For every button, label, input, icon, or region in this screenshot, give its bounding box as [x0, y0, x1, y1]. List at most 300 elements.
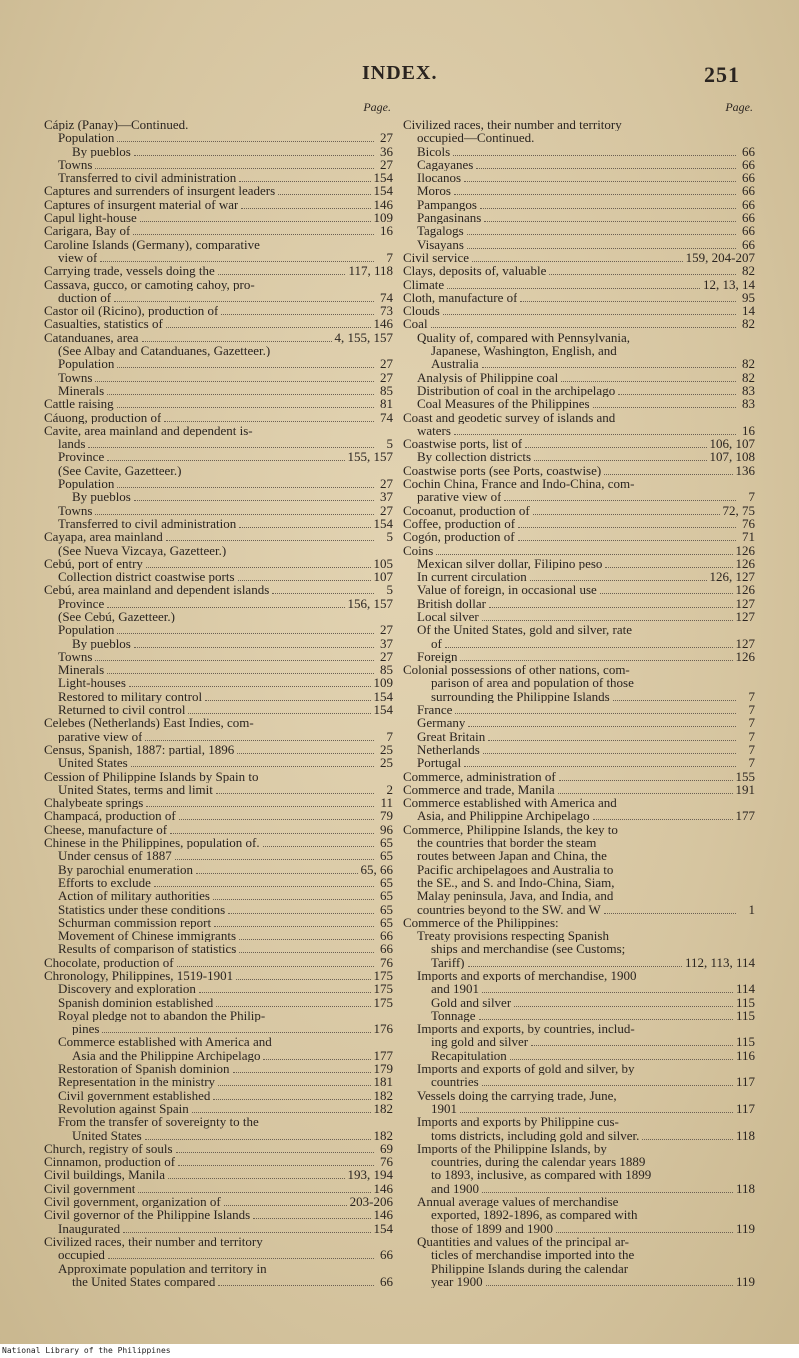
entry-page-ref: 27 [380, 623, 393, 637]
entry-text: Cloth, manufacture of [403, 290, 518, 305]
entry-page-ref: 7 [386, 729, 393, 743]
entry-page-ref: 117 [735, 1101, 755, 1116]
index-entry [403, 264, 755, 277]
leader-dots [454, 434, 736, 435]
leader-dots [482, 992, 733, 993]
entry-page-ref: 66 [742, 224, 755, 238]
entry-text: the SE., and S. and Indo-China, Siam, [417, 875, 615, 890]
entry-text: Commerce established with America and [58, 1035, 272, 1049]
leader-dots [455, 713, 736, 714]
entry-page-ref: 12, 13, 14 [703, 277, 755, 291]
entry-text: parative view of [58, 729, 143, 743]
entry-text: Catanduanes, area [44, 330, 139, 345]
index-entry [44, 823, 393, 836]
entry-text: Approximate population and territory in [58, 1261, 267, 1275]
index-entry [44, 1235, 393, 1248]
leader-dots [447, 288, 700, 289]
index-entry [44, 224, 393, 237]
leader-dots [518, 540, 736, 541]
entry-text: year 1900 [431, 1274, 483, 1289]
entry-page-ref: 146 [373, 197, 393, 212]
entry-page-ref: 7 [748, 689, 755, 704]
index-entry [44, 1089, 393, 1102]
entry-text: ticles of merchandise imported into the [431, 1248, 635, 1262]
entry-text: Pacific archipelagoes and Australia to [417, 862, 614, 876]
leader-dots [618, 394, 736, 395]
entry-page-ref: 179 [373, 1062, 393, 1076]
entry-text: Chronology, Philippines, 1519-1901 [44, 969, 234, 983]
entry-text: Cebú, area mainland and dependent islands [44, 583, 270, 597]
entry-page-ref: 66 [380, 1274, 393, 1289]
entry-text: Cession of Philippine Islands by Spain to [44, 769, 259, 783]
index-entry [44, 490, 393, 503]
index-entry [403, 597, 755, 610]
leader-dots [145, 1139, 371, 1140]
left-page-label: Page. [363, 100, 391, 114]
entry-page-ref: 65 [380, 836, 393, 850]
leader-dots [239, 952, 374, 953]
entry-page-ref: 5 [386, 530, 393, 544]
entry-text: Commerce of the Philippines: [403, 915, 559, 930]
entry-text: (See Nueva Vizcaya, Gazetteer.) [58, 543, 227, 557]
leader-dots [233, 1072, 371, 1073]
entry-text: Civil governor of the Philippine Islands [44, 1208, 251, 1222]
entry-page-ref: 126, 127 [709, 570, 755, 584]
leader-dots [443, 314, 736, 315]
leader-dots [192, 1112, 371, 1113]
index-entry [403, 1208, 755, 1221]
entry-page-ref: 83 [742, 397, 755, 411]
index-entry [403, 544, 755, 557]
entry-text: Light-houses [58, 676, 126, 690]
entry-text: Tariff) [431, 955, 465, 969]
index-entry [403, 1155, 755, 1168]
entry-text: Treaty provisions respecting Spanish [417, 929, 609, 943]
entry-text: routes between Japan and China, the [417, 849, 607, 863]
index-entry [44, 650, 393, 663]
leader-dots [454, 194, 736, 195]
entry-text: Coast and geodetic survey of islands and [403, 410, 616, 424]
entry-page-ref: 154 [373, 1221, 393, 1235]
entry-text: Transferred to civil administration [58, 171, 237, 185]
index-entry [403, 517, 755, 530]
entry-page-ref: 66 [380, 1248, 393, 1262]
page-title: INDEX. [362, 62, 438, 84]
index-entry [44, 929, 393, 942]
entry-page-ref: 193, 194 [347, 1168, 393, 1182]
index-entry [403, 610, 755, 623]
index-entry [44, 530, 393, 543]
index-entry [44, 1009, 393, 1022]
index-entry [403, 982, 755, 995]
index-entry [403, 863, 755, 876]
leader-dots [146, 806, 374, 807]
index-entry [44, 344, 393, 357]
index-entry [44, 1208, 393, 1221]
entry-text: Towns [58, 370, 93, 384]
entry-page-ref: 7 [748, 490, 755, 504]
entry-text: Civil government, organization of [44, 1195, 221, 1209]
leader-dots [278, 194, 370, 195]
leader-dots [213, 899, 374, 900]
entry-text: Civil government established [58, 1088, 211, 1102]
entry-text: lands [58, 437, 86, 451]
leader-dots [534, 460, 706, 461]
entry-text: Schurman commission report [58, 915, 212, 930]
leader-dots [224, 1205, 347, 1206]
entry-text: (See Albay and Catanduanes, Gazetteer.) [58, 344, 271, 358]
index-entry [403, 996, 755, 1009]
leader-dots [482, 367, 736, 368]
index-entry [403, 942, 755, 955]
leader-dots [170, 833, 374, 834]
index-entry [403, 184, 755, 197]
leader-dots [445, 647, 733, 648]
entry-page-ref: 7 [748, 742, 755, 757]
leader-dots [218, 1285, 374, 1286]
leader-dots [453, 155, 736, 156]
entry-text: Commerce, administration of [403, 769, 556, 783]
index-entry [403, 836, 755, 849]
index-entry [403, 903, 755, 916]
entry-page-ref: 176 [373, 1022, 393, 1036]
entry-page-ref: 1 [748, 902, 755, 916]
leader-dots [559, 780, 733, 781]
index-entry [403, 424, 755, 437]
leader-dots [253, 1218, 370, 1219]
index-entry [44, 1022, 393, 1035]
entry-text: Cáuong, production of [44, 410, 162, 424]
entry-text: Caroline Islands (Germany), comparative [44, 237, 260, 251]
index-entry [403, 384, 755, 397]
entry-page-ref: 119 [735, 1221, 755, 1235]
leader-dots [460, 1112, 733, 1113]
leader-dots [133, 234, 374, 235]
index-entry [44, 158, 393, 171]
entry-page-ref: 115 [735, 995, 755, 1009]
left-index-column [44, 96, 393, 1288]
leader-dots [525, 447, 706, 448]
entry-text: Civilized races, their number and territory [403, 118, 622, 132]
entry-text: Carrying trade, vessels doing the [44, 264, 215, 278]
entry-page-ref: 82 [742, 357, 755, 371]
entry-page-ref: 25 [380, 742, 393, 757]
index-entry [44, 131, 393, 144]
entry-page-ref: 126 [735, 649, 755, 664]
entry-text: In current circulation [417, 570, 527, 584]
index-entry [44, 676, 393, 689]
index-entry [44, 637, 393, 650]
index-entry [44, 437, 393, 450]
index-entry [403, 663, 755, 676]
index-entry [403, 1089, 755, 1102]
entry-text: Commerce established with America and [403, 796, 617, 810]
index-entry [44, 703, 393, 716]
entry-text: Coastwise ports, list of [403, 437, 523, 451]
index-entry [403, 251, 755, 264]
entry-text: Gold and silver [431, 995, 512, 1009]
leader-dots [168, 1178, 345, 1179]
entry-text: Coal Measures of the Philippines [417, 397, 590, 411]
index-entry [44, 278, 393, 291]
leader-dots [131, 766, 374, 767]
index-entry [403, 1262, 755, 1275]
entry-text: By pueblos [72, 490, 131, 504]
index-entry [403, 703, 755, 716]
entry-page-ref: 175 [373, 969, 393, 983]
entry-text: and 1901 [431, 982, 480, 996]
entry-text: Distribution of coal in the archipelago [417, 383, 616, 398]
leader-dots [134, 500, 374, 501]
entry-text: Cogón, production of [403, 530, 515, 544]
entry-text: countries beyond to the SW. and W [417, 902, 601, 916]
entry-page-ref: 154 [373, 171, 393, 185]
leader-dots [480, 208, 736, 209]
entry-text: Cavite, area mainland and dependent is- [44, 423, 253, 438]
entry-text: Japanese, Washington, English, and [431, 344, 617, 358]
entry-text: Clays, deposits of, valuable [403, 264, 547, 278]
leader-dots [117, 141, 374, 142]
index-entry [44, 1195, 393, 1208]
leader-dots [138, 1192, 370, 1193]
leader-dots [605, 567, 732, 568]
leader-dots [164, 421, 374, 422]
index-entry [403, 1168, 755, 1181]
index-entry [44, 1115, 393, 1128]
entry-text: Commerce and trade, Manila [403, 782, 555, 797]
leader-dots [228, 913, 374, 914]
leader-dots [117, 367, 374, 368]
leader-dots [486, 1285, 733, 1286]
entry-page-ref: 7 [748, 716, 755, 730]
index-entry [403, 637, 755, 650]
leader-dots [95, 660, 374, 661]
entry-text: Local silver [417, 609, 479, 624]
leader-dots [218, 1085, 370, 1086]
index-entry [403, 504, 755, 517]
entry-page-ref: 66 [380, 929, 393, 943]
entry-text: Imports and exports of merchandise, 1900 [417, 969, 637, 983]
entry-text: Towns [58, 503, 93, 517]
entry-text: Cochin China, France and Indo-China, com- [403, 477, 635, 491]
entry-page-ref: 65 [380, 875, 393, 890]
leader-dots [510, 1059, 733, 1060]
leader-dots [518, 527, 736, 528]
entry-text: United States [58, 756, 128, 770]
entry-text: Annual average values of merchandise [417, 1195, 619, 1209]
entry-text: Minerals [58, 663, 105, 677]
entry-text: pines [72, 1022, 100, 1036]
entry-page-ref: 27 [380, 477, 393, 491]
index-entry [44, 1168, 393, 1181]
index-entry [403, 331, 755, 344]
entry-page-ref: 66 [742, 171, 755, 185]
index-entry [44, 956, 393, 969]
entry-page-ref: 177 [735, 809, 755, 823]
entry-page-ref: 154 [373, 184, 393, 198]
leader-dots [107, 607, 344, 608]
index-entry [44, 1035, 393, 1048]
leader-dots [489, 607, 733, 608]
leader-dots [117, 633, 374, 634]
index-entry [403, 450, 755, 463]
entry-page-ref: 85 [380, 383, 393, 398]
entry-page-ref: 107, 108 [709, 450, 755, 464]
index-entry [44, 211, 393, 224]
leader-dots [239, 181, 370, 182]
entry-page-ref: 7 [386, 250, 393, 265]
entry-text: to 1893, inclusive, as compared with 1899 [431, 1168, 652, 1182]
index-entry [403, 211, 755, 224]
entry-page-ref: 155 [735, 769, 755, 783]
index-entry [44, 942, 393, 955]
entry-text: Movement of Chinese immigrants [58, 929, 237, 943]
index-entry [403, 570, 755, 583]
leader-dots [530, 580, 707, 581]
index-entry [403, 583, 755, 596]
entry-page-ref: 37 [380, 636, 393, 650]
entry-page-ref: 95 [742, 290, 755, 305]
entry-text: Inaugurated [58, 1221, 121, 1235]
index-entry [44, 889, 393, 902]
entry-text: Cagayanes [417, 157, 474, 172]
index-entry [44, 477, 393, 490]
entry-page-ref: 85 [380, 663, 393, 677]
index-entry [44, 903, 393, 916]
entry-text: Chalybeate springs [44, 796, 144, 810]
entry-text: occupied [58, 1248, 105, 1262]
index-entry [44, 849, 393, 862]
entry-text: Quantities and values of the principal ar- [417, 1234, 629, 1249]
entry-page-ref: 7 [748, 756, 755, 770]
entry-text: Cocoanut, production of [403, 503, 530, 517]
index-entry [403, 291, 755, 304]
leader-dots [134, 647, 374, 648]
entry-page-ref: 146 [373, 317, 393, 331]
entry-text: Civil buildings, Manila [44, 1168, 165, 1182]
index-entry [44, 996, 393, 1009]
index-entry [44, 1049, 393, 1062]
entry-text: Captures and surrenders of insurgent leaders [44, 184, 276, 198]
entry-page-ref: 66 [742, 211, 755, 225]
entry-text: Carigara, Bay of [44, 224, 131, 238]
entry-page-ref: 109 [373, 676, 393, 690]
leader-dots [199, 992, 371, 993]
entry-page-ref: 107 [373, 570, 393, 584]
index-entry [403, 1182, 755, 1195]
index-entry [403, 823, 755, 836]
index-entry [44, 583, 393, 596]
entry-text: those of 1899 and 1900 [431, 1221, 554, 1235]
entry-page-ref: 74 [380, 290, 393, 305]
leader-dots [613, 700, 736, 701]
index-entry [44, 371, 393, 384]
entry-page-ref: 65 [380, 902, 393, 916]
leader-dots [95, 168, 374, 169]
entry-text: Restored to military control [58, 689, 203, 704]
index-entry [44, 251, 393, 264]
entry-page-ref: 112, 113, 114 [684, 955, 755, 969]
index-entry [403, 809, 755, 822]
entry-text: Asia and the Philippine Archipelago [72, 1048, 261, 1063]
leader-dots [134, 155, 374, 156]
index-entry [44, 145, 393, 158]
entry-text: Ilocanos [417, 171, 462, 185]
entry-page-ref: 127 [735, 596, 755, 610]
index-entry [403, 198, 755, 211]
entry-text: Visayans [417, 237, 464, 251]
leader-dots [146, 567, 371, 568]
index-entry [403, 1009, 755, 1022]
entry-text: parative view of [417, 490, 502, 504]
leader-dots [237, 753, 374, 754]
index-entry [44, 184, 393, 197]
leader-dots [114, 301, 374, 302]
index-entry [44, 118, 393, 131]
entry-text: Towns [58, 157, 93, 172]
index-entry [44, 1262, 393, 1275]
entry-text: Mexican silver dollar, Filipino peso [417, 556, 603, 571]
entry-page-ref: 114 [735, 982, 755, 996]
entry-text: 1901 [431, 1101, 457, 1116]
entry-text: Population [58, 623, 115, 637]
index-entry [403, 118, 755, 131]
index-entry [44, 198, 393, 211]
index-entry [403, 477, 755, 490]
entry-text: parison of area and population of those [431, 676, 634, 690]
index-entry [44, 982, 393, 995]
leader-dots [593, 819, 733, 820]
right-page-label: Page. [725, 100, 753, 114]
entry-text: Imports and exports of gold and silver, by [417, 1062, 635, 1076]
index-entry [403, 238, 755, 251]
right-entry-list [403, 118, 755, 1288]
index-entry [403, 916, 755, 929]
index-entry [44, 238, 393, 251]
leader-dots [214, 926, 374, 927]
index-entry [403, 1195, 755, 1208]
index-entry [44, 504, 393, 517]
leader-dots [221, 314, 374, 315]
entry-page-ref: 155, 157 [347, 450, 393, 464]
leader-dots [468, 726, 736, 727]
index-entry [44, 796, 393, 809]
index-entry [44, 663, 393, 676]
leader-dots [556, 1232, 733, 1233]
leader-dots [549, 274, 736, 275]
index-entry [44, 264, 393, 277]
index-entry [44, 1102, 393, 1115]
leader-dots [531, 1045, 733, 1046]
entry-text: Imports and exports, by countries, includ- [417, 1022, 635, 1036]
leader-dots [205, 700, 370, 701]
entry-text: By collection districts [417, 450, 532, 464]
index-entry [44, 424, 393, 437]
leader-dots [479, 1019, 733, 1020]
entry-page-ref: 116 [735, 1048, 755, 1063]
entry-text: Quality of, compared with Pennsylvania, [417, 330, 631, 345]
index-entry [403, 623, 755, 636]
leader-dots [472, 261, 683, 262]
entry-text: Philippine Islands during the calendar [431, 1261, 629, 1275]
index-entry [44, 597, 393, 610]
index-entry [44, 1222, 393, 1235]
entry-page-ref: 36 [380, 144, 393, 158]
index-entry [403, 1035, 755, 1048]
entry-page-ref: 83 [742, 383, 755, 398]
leader-dots [561, 381, 736, 382]
leader-dots [482, 620, 733, 621]
